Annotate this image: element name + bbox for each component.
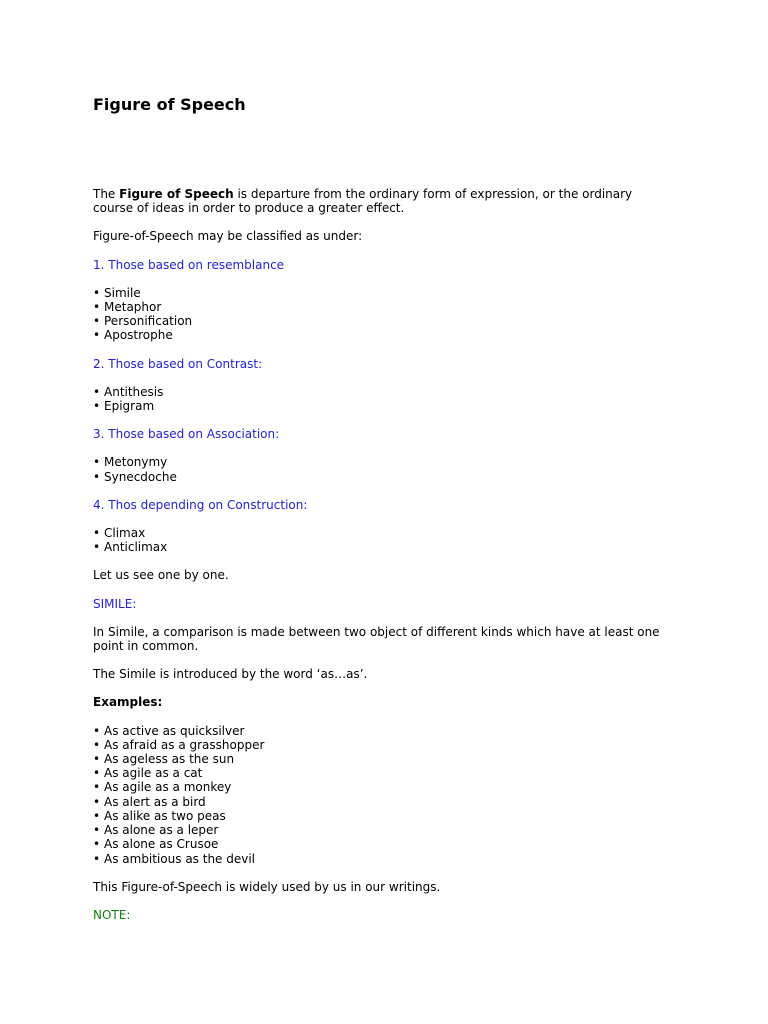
bullet-icon: • bbox=[93, 752, 101, 767]
bullet-icon: • bbox=[93, 766, 101, 781]
intro-term: Figure of Speech bbox=[119, 187, 234, 201]
document-body bbox=[93, 187, 673, 936]
example-item bbox=[93, 780, 673, 794]
list-item bbox=[93, 314, 673, 328]
list-item bbox=[93, 526, 673, 540]
list-item-text: Personification bbox=[104, 314, 193, 329]
example-text: As active as quicksilver bbox=[104, 723, 245, 738]
list-item bbox=[93, 300, 673, 314]
bullet-icon: • bbox=[93, 837, 101, 852]
example-text: As alert as a bird bbox=[104, 794, 206, 809]
list-item bbox=[93, 470, 673, 484]
bullet-icon: • bbox=[93, 723, 101, 738]
category-list bbox=[93, 455, 673, 483]
bullet-icon: • bbox=[93, 328, 101, 343]
bullet-icon: • bbox=[93, 314, 101, 329]
simile-introduced-by: The Simile is introduced by the word ‘as…as’. bbox=[93, 667, 368, 682]
example-text: As alone as Crusoe bbox=[104, 837, 219, 852]
examples-list bbox=[93, 724, 673, 866]
list-item-text: Anticlimax bbox=[104, 540, 168, 555]
example-item bbox=[93, 795, 673, 809]
list-item-text: Synecdoche bbox=[104, 469, 177, 484]
bullet-icon: • bbox=[93, 300, 101, 315]
category-heading: 1. Those based on resemblance bbox=[93, 257, 285, 272]
bullet-icon: • bbox=[93, 399, 101, 414]
intro-prefix: The bbox=[93, 187, 120, 201]
bullet-icon: • bbox=[93, 384, 101, 399]
category-heading: 3. Those based on Association: bbox=[93, 427, 280, 442]
list-item-text: Apostrophe bbox=[104, 328, 173, 343]
list-item-text: Metonymy bbox=[104, 455, 168, 470]
bullet-icon: • bbox=[93, 540, 101, 555]
example-text: As agile as a monkey bbox=[104, 780, 232, 795]
usage-note: This Figure-of-Speech is widely used by us in our writings. bbox=[93, 879, 441, 894]
examples-label-text: Examples: bbox=[93, 695, 163, 710]
bullet-icon: • bbox=[93, 469, 101, 484]
example-text: As ambitious as the devil bbox=[104, 851, 256, 866]
list-item bbox=[93, 328, 673, 342]
bullet-icon: • bbox=[93, 823, 101, 838]
bullet-icon: • bbox=[93, 285, 101, 300]
bullet-icon: • bbox=[93, 808, 101, 823]
list-item bbox=[93, 540, 673, 554]
simile-heading: SIMILE: bbox=[93, 596, 137, 611]
list-item-text: Metaphor bbox=[104, 300, 162, 315]
page-title: Figure of Speech bbox=[93, 95, 246, 114]
note-heading: NOTE: bbox=[93, 907, 131, 922]
examples-label bbox=[93, 695, 673, 709]
classification-intro: Figure-of-Speech may be classified as under: bbox=[93, 229, 363, 244]
list-item bbox=[93, 399, 673, 413]
example-item bbox=[93, 809, 673, 823]
category-heading: 4. Thos depending on Construction: bbox=[93, 497, 308, 512]
example-text: As ageless as the sun bbox=[104, 752, 235, 767]
example-text: As afraid as a grasshopper bbox=[104, 737, 265, 752]
example-text: As alone as a leper bbox=[104, 823, 219, 838]
bullet-icon: • bbox=[93, 794, 101, 809]
bullet-icon: • bbox=[93, 526, 101, 541]
example-item bbox=[93, 724, 673, 738]
example-text: As alike as two peas bbox=[104, 808, 226, 823]
bullet-icon: • bbox=[93, 737, 101, 752]
list-item bbox=[93, 286, 673, 300]
category-list bbox=[93, 286, 673, 343]
category-list bbox=[93, 526, 673, 554]
transition-text: Let us see one by one. bbox=[93, 568, 229, 583]
list-item-text: Simile bbox=[104, 285, 141, 300]
list-item bbox=[93, 385, 673, 399]
list-item-text: Antithesis bbox=[104, 384, 164, 399]
example-item bbox=[93, 852, 673, 866]
bullet-icon: • bbox=[93, 780, 101, 795]
intro-suffix: is departure from the ordinary form of expression, or the ordinary course of ideas in order to produce a greater effect. bbox=[93, 187, 633, 216]
category-heading: 2. Those based on Contrast: bbox=[93, 356, 263, 371]
example-item bbox=[93, 766, 673, 780]
example-item bbox=[93, 823, 673, 837]
intro-paragraph bbox=[93, 187, 673, 215]
list-item-text: Epigram bbox=[104, 399, 155, 414]
simile-definition: In Simile, a comparison is made between two object of different kinds which have at least one point in common. bbox=[93, 624, 660, 654]
example-item bbox=[93, 752, 673, 766]
bullet-icon: • bbox=[93, 455, 101, 470]
example-text: As agile as a cat bbox=[104, 766, 203, 781]
category-list bbox=[93, 385, 673, 413]
list-item-text: Climax bbox=[104, 526, 146, 541]
example-item bbox=[93, 738, 673, 752]
list-item bbox=[93, 455, 673, 469]
example-item bbox=[93, 837, 673, 851]
bullet-icon: • bbox=[93, 851, 101, 866]
